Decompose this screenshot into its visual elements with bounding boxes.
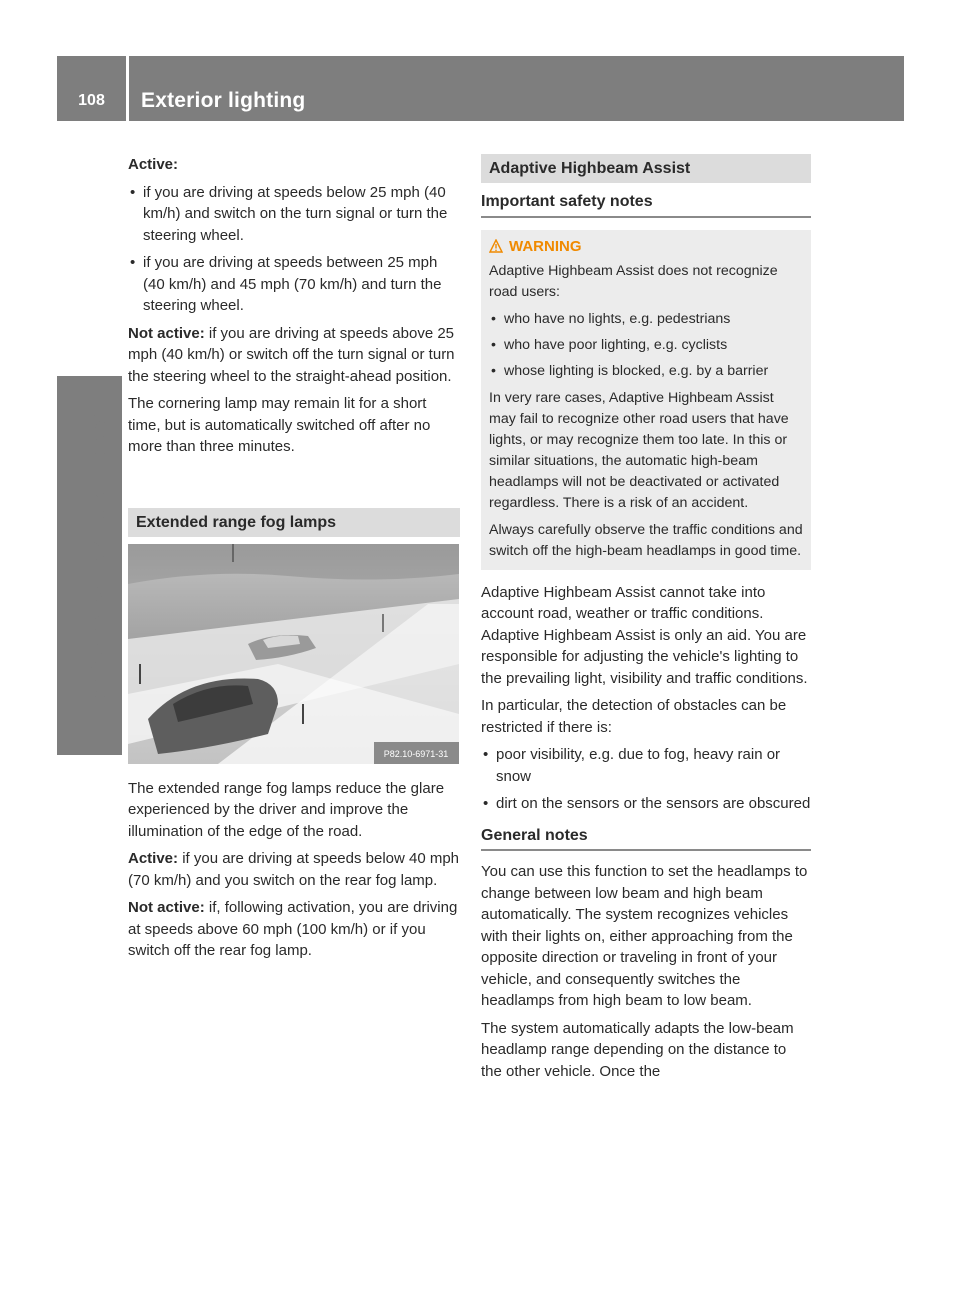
not-active-paragraph: [128, 323, 460, 388]
not-active-text: if you are driving at speeds above 25 mph (40 km/h) or switch off the turn signal or turn the steering wheel to the straight-ahead position.: [128, 324, 455, 385]
figure-code: P82.10-6971-31: [383, 748, 449, 759]
not-active-label: Not active:: [128, 324, 205, 342]
warning-triangle-icon: [489, 239, 503, 253]
fog-active-label: Active:: [128, 850, 179, 867]
safety-notes-heading: Important safety notes: [481, 191, 811, 218]
left-column: [128, 154, 460, 968]
list-item: • if you are driving at speeds below 25 mph (40 km/h) and switch on the turn signal or turn the steering wheel.: [128, 182, 460, 247]
list-item: • who have poor lighting, e.g. cyclists: [489, 335, 803, 356]
active-list: [128, 182, 460, 317]
warning-box: [481, 230, 811, 570]
warning-intro: Adaptive Highbeam Assist does not recognize road users:: [489, 262, 778, 300]
warning-title: [489, 236, 803, 257]
fog-active-text: if you are driving at speeds below 40 mph (70 km/h) and you switch on the rear fog lamp.: [128, 850, 460, 889]
list-item: • whose lighting is blocked, e.g. by a barrier: [489, 361, 803, 382]
obstacle-list: [481, 744, 811, 815]
page-number: 108: [78, 92, 105, 109]
section-heading-highbeam: Adaptive Highbeam Assist: [481, 154, 811, 183]
fog-lamps-illustration: [128, 544, 459, 764]
fog-intro-paragraph: The extended range fog lamps reduce the glare experienced by the driver and improve the illumination of the edge of the road.: [128, 779, 445, 840]
paragraph: In particular, the detection of obstacles can be restricted if there is:: [481, 697, 787, 736]
fog-lamps-image: [128, 544, 459, 764]
chapter-title: Exterior lighting: [141, 89, 306, 112]
header-bar: [57, 56, 904, 121]
warning-paragraph: In very rare cases, Adaptive Highbeam Assist may fail to recognize other road users that have lights, or may recognize them too late. In this or similar situations, the automatic high-beam headlamps will not be deactivated or activated regardless. There is a risk of an accident.: [489, 389, 789, 511]
paragraph: Adaptive Highbeam Assist cannot take into account road, weather or traffic conditions. Adaptive Highbeam Assist is only an aid. You are responsible for adjusting the vehicle's lighting to the prevailing light, visibility and traffic conditions.: [481, 583, 808, 687]
fog-not-active-label: Not active:: [128, 899, 205, 916]
list-item: • who have no lights, e.g. pedestrians: [489, 309, 803, 330]
fog-active-paragraph: [128, 848, 460, 891]
warning-list: [489, 309, 803, 382]
fog-not-active-text: if, following activation, you are driving at speeds above 60 mph (100 km/h) or if you switch off the rear fog lamp.: [128, 899, 458, 959]
header-divider: [126, 56, 129, 121]
list-item: • if you are driving at speeds between 25 mph (40 km/h) and 45 mph (70 km/h) and turn the steering wheel.: [128, 252, 460, 317]
warning-title-text: WARNING: [509, 237, 582, 255]
fog-not-active-paragraph: [128, 897, 460, 962]
sidebar-label: Lights and windshield wipers: [86, 411, 111, 719]
list-item: • dirt on the sensors or the sensors are obscured: [481, 793, 811, 815]
warning-paragraph: Always carefully observe the traffic conditions and switch off the high-beam headlamps in good time.: [489, 521, 803, 559]
list-item: • poor visibility, e.g. due to fog, heavy rain or snow: [481, 744, 811, 787]
right-column: [481, 154, 811, 1088]
general-notes-heading: General notes: [481, 825, 811, 852]
active-label: Active:: [128, 156, 179, 173]
paragraph: You can use this function to set the headlamps to change between low beam and high beam automatically. The system recognizes vehicles with their lights on, either approaching from the opposite direction or traveling in front of your vehicle, and consequently switches the headlamps from high beam to low beam.: [481, 863, 808, 1009]
cornering-paragraph: The cornering lamp may remain lit for a short time, but is automatically switched off after no more than three minutes.: [128, 395, 431, 455]
paragraph: The system automatically adapts the low-beam headlamp range depending on the distance to the other vehicle. Once the: [481, 1019, 794, 1080]
section-heading-fog: Extended range fog lamps: [128, 508, 460, 537]
